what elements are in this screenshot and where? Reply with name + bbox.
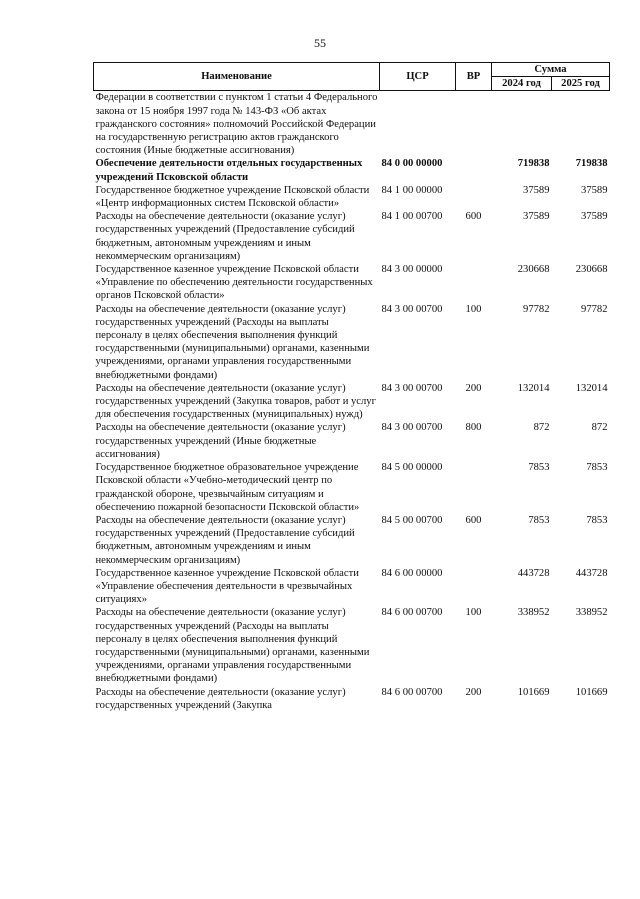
table-row (94, 184, 610, 210)
row-vr: 600 (465, 211, 482, 223)
row-sum-2025: 7853 (586, 514, 608, 526)
row-name: Расходы на обеспечение деятельности (оказание услуг) государственных учреждений (Предоставление субсидий бюджетным, автономным учреждениям и иным некоммерческим организациям) (95, 211, 355, 262)
row-name: Расходы на обеспечение деятельности (оказание услуг) государственных учреждений (Закупка (95, 686, 346, 711)
table-row (94, 514, 610, 567)
header-sum: Сумма (492, 63, 610, 77)
row-sum-2025: 37589 (581, 211, 608, 223)
row-sum-2025: 872 (591, 422, 608, 434)
row-vr: 100 (465, 303, 482, 315)
table-row (94, 157, 610, 183)
table-row (94, 91, 610, 158)
table-row (94, 686, 610, 712)
row-csr: 84 6 00 00700 (381, 607, 443, 619)
row-sum-2025: 338952 (575, 607, 608, 619)
row-csr: 84 6 00 00700 (381, 686, 443, 698)
header-2025: 2025 год (552, 77, 610, 91)
row-name: Государственное казенное учреждение Псковской области «Управление по обеспечению деятельности государственных органов Псковской области» (95, 264, 373, 302)
table-row (94, 606, 610, 685)
row-csr: 84 3 00 00700 (381, 303, 443, 315)
row-sum-2024: 872 (533, 422, 550, 434)
row-name: Расходы на обеспечение деятельности (оказание услуг) государственных учреждений (Расходы на выплаты персоналу в целях обеспечения выполнения функций государственными (муниципальными) органами, казенными учреждениями, органами управления государственными внебюджетными фондами) (95, 607, 370, 685)
row-sum-2024: 37589 (523, 211, 550, 223)
row-csr (380, 91, 456, 158)
row-sum-2024: 37589 (523, 184, 550, 196)
row-name: Обеспечение деятельности отдельных государственных учреждений Псковской области (95, 158, 363, 183)
table-row (94, 567, 610, 607)
row-name: Государственное бюджетное учреждение Псковской области «Центр информационных систем Псковской области» (95, 184, 370, 210)
row-name: Государственное бюджетное образовательное учреждение Псковской области «Учебно-методический центр по гражданской обороне, чрезвычайным ситуациям и обеспечению пожарной безопасности Псковской области» (95, 462, 360, 513)
row-csr: 84 3 00 00000 (381, 264, 443, 276)
row-sum-2024: 719838 (517, 158, 550, 170)
row-name: Расходы на обеспечение деятельности (оказание услуг) государственных учреждений (Закупка товаров, работ и услуг для обеспечения государственных (муниципальных) нужд) (95, 382, 376, 421)
header-name: Наименование (94, 63, 380, 91)
row-csr: 84 3 00 00700 (381, 382, 443, 394)
row-sum-2025: 132014 (575, 382, 608, 394)
row-csr: 84 5 00 00700 (381, 514, 443, 526)
table-row (94, 210, 610, 263)
row-vr (456, 263, 492, 303)
table-row (94, 303, 610, 382)
row-sum-2024: 132014 (517, 382, 550, 394)
row-sum-2024: 97782 (523, 303, 550, 315)
table-row (94, 263, 610, 303)
row-name: Расходы на обеспечение деятельности (оказание услуг) государственных учреждений (Иные бюджетные ассигнования) (95, 422, 346, 460)
row-vr (456, 184, 492, 210)
row-vr: 100 (465, 607, 482, 619)
row-vr (456, 157, 492, 183)
row-csr: 84 0 00 00000 (381, 158, 443, 170)
row-sum-2024 (492, 91, 552, 158)
row-sum-2025: 97782 (581, 303, 608, 315)
row-sum-2025: 443728 (575, 567, 608, 579)
page-number: 55 (314, 36, 326, 50)
row-csr: 84 6 00 00000 (381, 567, 443, 579)
row-csr: 84 3 00 00700 (381, 422, 443, 434)
budget-table (93, 62, 610, 712)
header-2024: 2024 год (492, 77, 552, 91)
row-vr (456, 567, 492, 607)
row-sum-2024: 7853 (528, 514, 550, 526)
header-csr: ЦСР (380, 63, 456, 91)
row-sum-2024: 443728 (517, 567, 550, 579)
table-row (94, 461, 610, 514)
row-name: Государственное казенное учреждение Псковской области «Управление обеспечения деятельности в чрезвычайных ситуациях» (95, 567, 359, 606)
row-name: Расходы на обеспечение деятельности (оказание услуг) государственных учреждений (Расходы на выплаты персоналу в целях обеспечения выполнения функций государственными (муниципальными) органами, казенными учреждениями, органами управления государственными внебюджетными фондами) (95, 303, 370, 381)
row-sum-2025: 719838 (575, 158, 608, 170)
row-vr (456, 91, 492, 158)
row-sum-2025: 101669 (575, 686, 608, 698)
row-vr: 600 (465, 514, 482, 526)
row-sum-2024: 338952 (517, 607, 550, 619)
row-sum-2025: 37589 (581, 184, 608, 196)
row-csr: 84 1 00 00700 (381, 211, 443, 223)
row-sum-2025: 7853 (586, 462, 608, 474)
row-sum-2025 (552, 91, 610, 158)
row-sum-2024: 230668 (517, 264, 550, 276)
table-row (94, 421, 610, 461)
row-sum-2024: 7853 (528, 462, 550, 474)
row-name: Федерации в соответствии с пунктом 1 статьи 4 Федерального закона от 15 ноября 1997 года № 143-ФЗ «Об актах гражданского состояния» полномочий Российской Федерации на государственную регистрацию актов гражданского состояния (Иные бюджетные ассигнования) (95, 92, 378, 157)
row-sum-2024: 101669 (517, 686, 550, 698)
row-vr: 200 (465, 382, 482, 394)
table-body (94, 91, 610, 712)
row-vr: 800 (465, 422, 482, 434)
table-row (94, 382, 610, 422)
header-vr: ВР (456, 63, 492, 91)
row-csr: 84 1 00 00000 (381, 184, 443, 196)
row-sum-2025: 230668 (575, 264, 608, 276)
row-name: Расходы на обеспечение деятельности (оказание услуг) государственных учреждений (Предоставление субсидий бюджетным, автономным учреждениям и иным некоммерческим организациям) (95, 514, 355, 566)
row-vr: 200 (465, 686, 482, 698)
row-csr: 84 5 00 00000 (381, 462, 443, 474)
row-vr (456, 461, 492, 514)
